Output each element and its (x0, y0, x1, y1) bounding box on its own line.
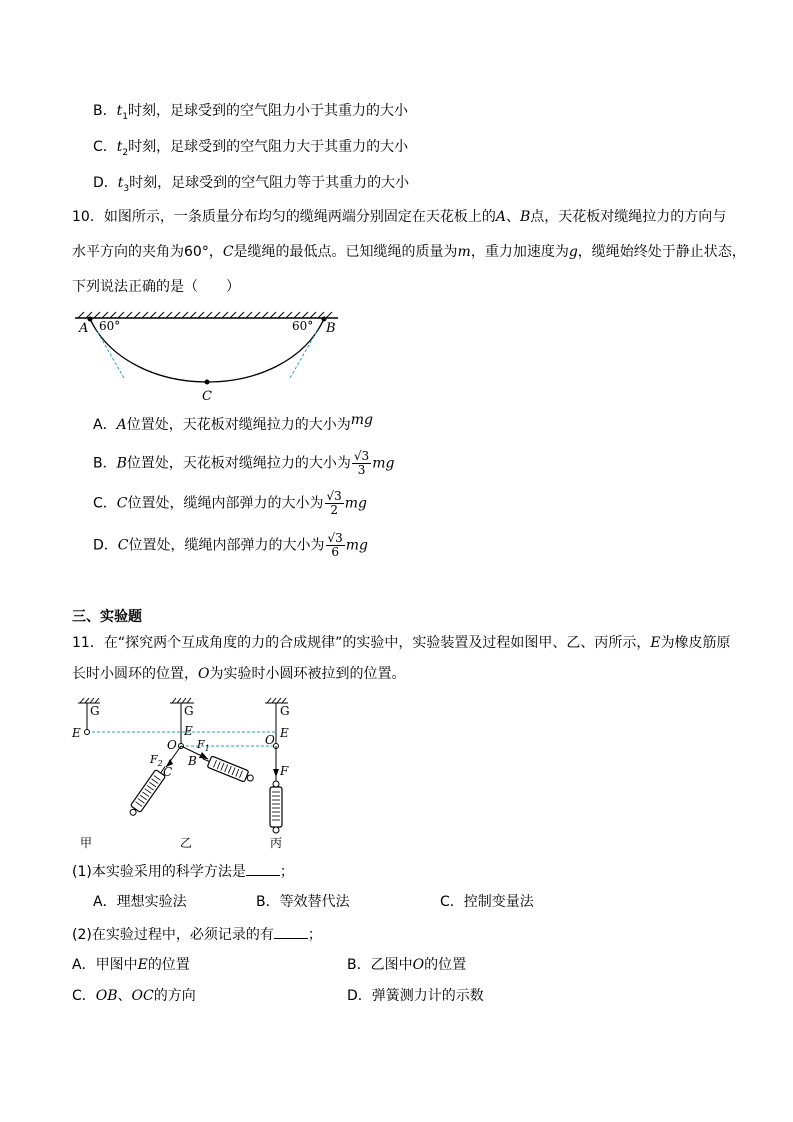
label-e2: E (184, 724, 193, 738)
ceiling-hatching (78, 312, 332, 318)
q11-stem-line1: 11．在“探究两个互成角度的力的合成规律”的实验中，实验装置及过程如图甲、乙、丙所示，E为橡皮筋原 (72, 635, 731, 651)
q11-sub1-option-a: A．理想实验法 (93, 894, 187, 910)
q10-cable-figure (70, 308, 350, 403)
q11-sub2-option-b: B．乙图中O的位置 (347, 957, 467, 973)
q10-option-b: B．B位置处，天花板对缆绳拉力的大小为 $\frac{√3}{3}$ mg (93, 449, 395, 477)
q11-sub1-option-c: C．控制变量法 (440, 894, 534, 910)
caption-bing: 丙 (270, 836, 283, 850)
q10-option-c: C．C位置处，缆绳内部弹力的大小为 $\frac{√3}{2}$ mg (93, 489, 368, 517)
q10-stem-line1: 10．如图所示，一条质量分布均匀的缆绳两端分别固定在天花板上的A、B点，天花板对缆绳拉力的方向与 (72, 209, 727, 225)
angle-left: 60° (99, 319, 121, 333)
label-o2: O (167, 738, 177, 752)
spring-scale-bottom (270, 781, 282, 833)
caption-jia: 甲 (80, 836, 93, 850)
q11-sub2-option-a: A．甲图中E的位置 (72, 957, 190, 973)
label-c: C (202, 389, 212, 403)
label-f2: $F_2$ (150, 753, 163, 768)
q10-stem-line3: 下列说法正确的是（ ） (72, 279, 240, 295)
section-heading: 三、实验题 (72, 609, 142, 625)
q9-option-c: C．$t_2$时刻，足球受到的空气阻力大于其重力的大小 (93, 139, 409, 158)
angle-right: 60° (292, 319, 314, 333)
label-c: C (163, 765, 173, 779)
label-b: B (326, 321, 336, 336)
q11-sub1-option-b: B．等效替代法 (256, 894, 350, 910)
ring-jia (85, 730, 90, 735)
q11-sub1-prompt: (1)本实验采用的科学方法是 ； (72, 861, 294, 882)
label-o3: O (265, 733, 275, 747)
label-g3: G (280, 704, 290, 718)
label-f1: $F_1$ (197, 738, 210, 753)
q11-stem-line2: 长时小圆环的位置，O为实验时小圆环被拉到的位置。 (72, 666, 406, 682)
label-e3: E (280, 726, 289, 740)
answer-blank-2[interactable] (274, 924, 308, 939)
q10-option-a: A．A位置处，天花板对缆绳拉力的大小为mg (93, 412, 373, 433)
label-g2: G (184, 704, 194, 718)
q11-experiment-figure (70, 695, 320, 855)
q11-sub2-option-c: C．OB、OC的方向 (72, 988, 196, 1004)
caption-yi: 乙 (180, 836, 193, 850)
q10-option-d: D．C位置处，缆绳内部弹力的大小为 $\frac{√3}{6}$ mg (93, 531, 369, 559)
point-c (205, 380, 210, 385)
label-g1: G (90, 704, 100, 718)
q10-stem-line2: 水平方向的夹角为60°，C是缆绳的最低点。已知缆绳的质量为m，重力加速度为g，缆绳始终处于静止状态， (72, 244, 746, 260)
q9-option-b: B．$t_1$时刻，足球受到的空气阻力小于其重力的大小 (93, 103, 408, 122)
label-f: F (280, 764, 289, 778)
cable-curve (90, 319, 324, 382)
q11-sub2-prompt: (2)在实验过程中，必须记录的有 ； (72, 924, 322, 945)
spring-scale-right (201, 753, 256, 784)
label-a: A (79, 321, 89, 336)
label-e1: E (72, 726, 81, 740)
q11-sub2-option-d: D．弹簧测力计的示数 (347, 988, 484, 1004)
answer-blank-1[interactable] (246, 861, 280, 876)
q9-option-d: D．$t_3$时刻，足球受到的空气阻力等于其重力的大小 (93, 175, 410, 194)
label-b: B (188, 754, 197, 768)
